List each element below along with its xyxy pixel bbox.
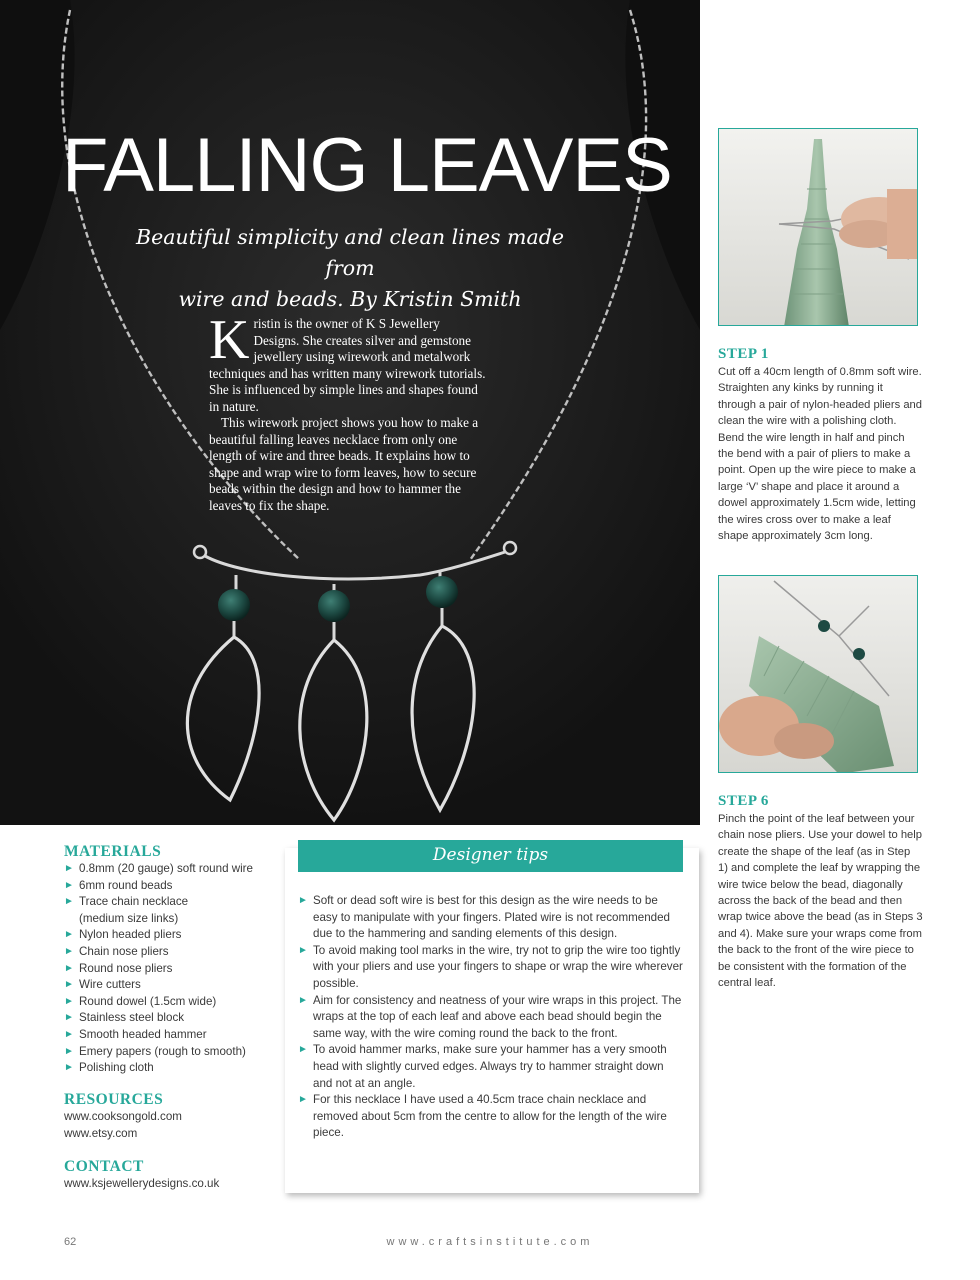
bead — [426, 576, 458, 608]
arrow-bullet-icon: ► — [64, 863, 74, 874]
intro-paragraph-1 — [209, 309, 486, 415]
resource-link-etsy[interactable]: www.etsy.com — [64, 1127, 138, 1140]
arrow-bullet-icon: ► — [64, 945, 74, 957]
page-number: 62 — [64, 1236, 77, 1248]
arrow-bullet-icon: ► — [64, 896, 74, 908]
intro-paragraph-1-text: ristin is the owner of K S Jewellery Designs. She creates silver and gemstone jewellery using wirework and metalwork techniques and has written many wirework tutorials. She is influenced by simple lines and shapes found in nature. — [209, 316, 486, 414]
step-6-heading: STEP 6 — [718, 793, 769, 809]
resource-link-cooksongold[interactable]: www.cooksongold.com — [64, 1110, 182, 1123]
list-item: ► Round nose pliers — [64, 961, 279, 978]
intro-paragraph-2: This wirework project shows you how to make a beautiful falling leaves necklace from only one length of wire and three beads. It explains how to shape and wrap wire to form leaves, how to secure beads within the design and how to hammer the leaves to fix the shape. — [209, 415, 479, 513]
bead — [318, 590, 350, 622]
list-item: ► Nylon headed pliers — [64, 927, 279, 944]
contact-link[interactable]: www.ksjewellerydesigns.co.uk — [64, 1177, 220, 1190]
subtitle-line-1: Beautiful simplicity and clean lines made from — [136, 225, 564, 280]
arrow-bullet-icon: ► — [298, 994, 308, 1006]
arrow-bullet-icon: ► — [64, 1045, 74, 1057]
list-item: ► Soft or dead soft wire is best for this design as the wire needs to be easy to manipulate with your fingers. Plated wire is not recommended due to the hammering and sanding elements of this design. — [298, 894, 671, 941]
subtitle-line-2: wire and beads. By Kristin Smith — [178, 287, 522, 311]
step-6-text: Pinch the point of the leaf between your chain nose pliers. Use your dowel to help create the shape of the leaf (as in Step 1) and complete the leaf by wrapping the wire twice below the bead, diagonally across the back of the bead and then wrap twice above the bead (as in Steps 3 and 4). Make sure your wraps come from the back to the front of the wire piece to be consistent with the formation of the central leaf. — [718, 813, 923, 990]
contact-heading: CONTACT — [64, 1158, 144, 1175]
article-subtitle — [110, 222, 590, 315]
resources-heading: RESOURCES — [64, 1091, 164, 1108]
list-item: ► Aim for consistency and neatness of your wire wraps in this project. The wraps at the top of each leaf and above each bead should begin the same way, with the wire coming round the back to the front. — [298, 993, 682, 1040]
list-item: ► Polishing cloth — [64, 1060, 279, 1077]
list-item: ► Smooth headed hammer — [64, 1027, 279, 1044]
arrow-bullet-icon: ► — [64, 879, 74, 891]
arrow-bullet-icon: ► — [298, 1044, 308, 1056]
arrow-bullet-icon: ► — [64, 1028, 74, 1040]
arrow-bullet-icon: ► — [298, 895, 308, 906]
list-item: ► Emery papers (rough to smooth) — [64, 1044, 279, 1061]
step-1-heading: STEP 1 — [718, 346, 769, 362]
step-6-photo — [718, 575, 918, 773]
list-item: ► To avoid hammer marks, make sure your hammer has a very smooth head with slightly curved edges. Always try to hammer straight down and not at an angle. — [298, 1043, 667, 1090]
hero-photo — [0, 0, 700, 825]
list-item: ► 6mm round beads — [64, 878, 279, 895]
arrow-bullet-icon: ► — [64, 979, 74, 991]
arrow-bullet-icon: ► — [64, 1062, 74, 1074]
article-title: FALLING LEAVES — [62, 123, 672, 208]
list-item: ► For this necklace I have used a 40.5cm trace chain necklace and removed about 5cm from the centre to allow for the length of the wire piece. — [298, 1093, 667, 1140]
step-1-text: Cut off a 40cm length of 0.8mm soft wire. Straighten any kinks by running it through a pair of nylon-headed pliers and clean the wire with a polishing cloth. Bend the wire length in half and pinch the bend with a pair of pliers to make a point. Open up the wire piece to make a large ‘V’ shape and place it around a dowel approximately 1.5cm wide, letting the wires cross over to make a leaf shape approximately 3cm long. — [718, 366, 923, 543]
footer-url[interactable]: www.craftsinstitute.com — [386, 1236, 594, 1248]
list-item: ► 0.8mm (20 gauge) soft round wire — [64, 861, 279, 878]
arrow-bullet-icon: ► — [64, 1012, 74, 1024]
list-item: ► Round dowel (1.5cm wide) — [64, 994, 279, 1011]
designer-tips-heading: Designer tips — [298, 840, 683, 872]
arrow-bullet-icon: ► — [298, 944, 308, 956]
list-item: ► Stainless steel block — [64, 1010, 279, 1027]
designer-tips-list — [298, 893, 683, 1142]
arrow-bullet-icon: ► — [64, 995, 74, 1007]
materials-list — [64, 861, 279, 1077]
bead — [218, 589, 250, 621]
list-item: ► Trace chain necklace (medium size links) — [64, 895, 189, 925]
list-item: ► Wire cutters — [64, 977, 279, 994]
arrow-bullet-icon: ► — [64, 962, 74, 974]
intro-text — [209, 309, 486, 514]
arrow-bullet-icon: ► — [64, 929, 74, 941]
arrow-bullet-icon: ► — [298, 1094, 308, 1106]
materials-heading: MATERIALS — [64, 843, 162, 860]
list-item: ► Chain nose pliers — [64, 944, 279, 961]
step-1-photo — [718, 128, 918, 326]
drop-cap: K — [209, 309, 250, 371]
list-item: ► To avoid making tool marks in the wire, try not to grip the wire too tightly with your pliers and use your fingers to shape or wrap the wire wherever possible. — [298, 943, 683, 990]
